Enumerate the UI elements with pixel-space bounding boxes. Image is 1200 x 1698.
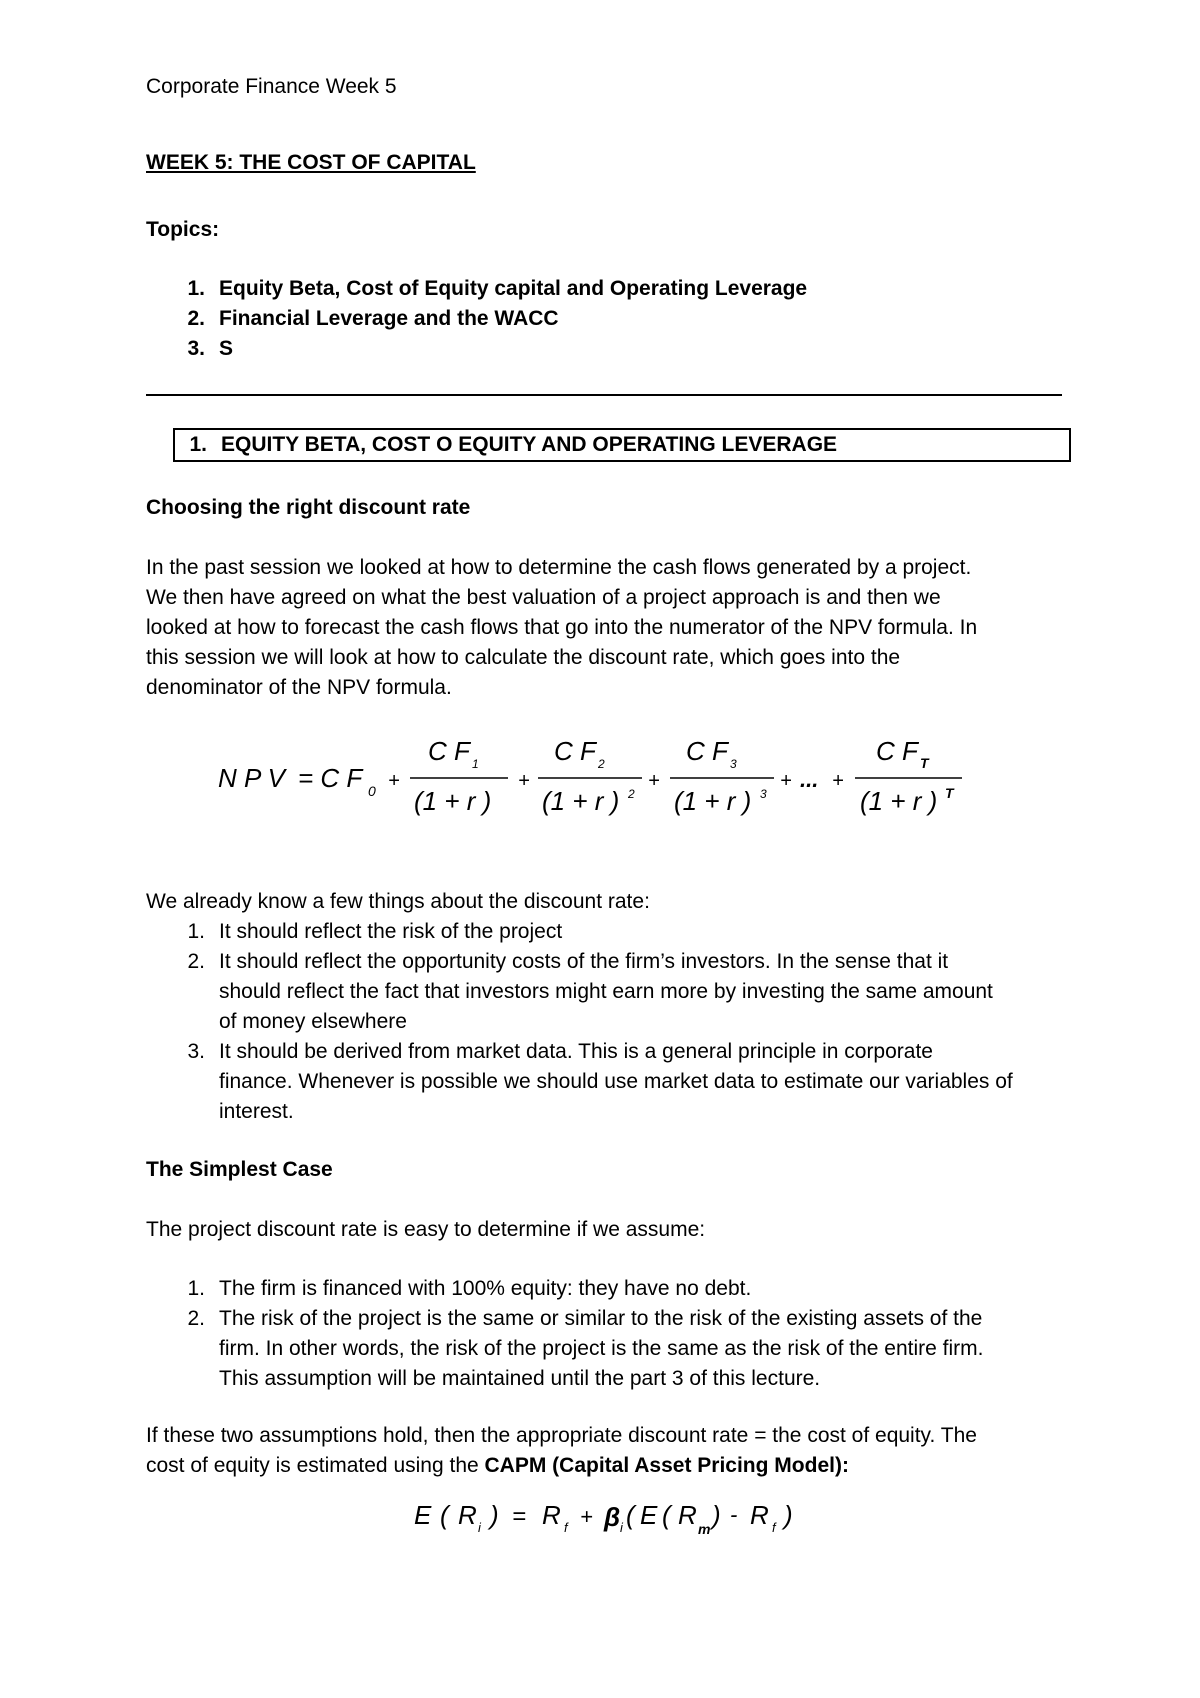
capm-rm: R	[678, 1500, 697, 1530]
term-numerator: C F	[686, 736, 728, 766]
list-item	[146, 1304, 1076, 1394]
list-line: It should reflect the risk of the project	[219, 920, 563, 943]
npv-formula	[210, 730, 1010, 820]
capm-sub-f: f	[564, 1520, 568, 1535]
list-item	[146, 1037, 1076, 1127]
capm-sub-i: i	[478, 1520, 481, 1535]
capm-paren-open: (	[440, 1500, 449, 1530]
list-line: of money elsewhere	[219, 1010, 407, 1033]
topic-number: 3.	[187, 337, 205, 360]
assumptions-intro: The project discount rate is easy to determine if we assume:	[146, 1218, 706, 1241]
capm-label: CAPM (Capital Asset Pricing Model):	[484, 1454, 849, 1477]
npv-cf0-subscript: 0	[368, 783, 376, 799]
list-item	[146, 917, 1076, 947]
discount-rate-properties-list	[146, 917, 1076, 1127]
topic-item	[146, 334, 1046, 364]
capm-rf2: R	[750, 1500, 769, 1530]
page-header: Corporate Finance Week 5	[146, 75, 397, 98]
list-line: finance. Whenever is possible we should use market data to estimate our variables of	[219, 1070, 1013, 1093]
list-number: 2.	[187, 1307, 205, 1330]
capm-r: R	[458, 1500, 477, 1530]
list-line: firm. In other words, the risk of the project is the same as the risk of the entire firm.	[219, 1337, 984, 1360]
list-line: should reflect the fact that investors might earn more by investing the same amount	[219, 980, 993, 1003]
topic-text: S	[219, 337, 234, 360]
plus-sign: +	[388, 770, 400, 792]
capm-plus: +	[580, 1504, 593, 1529]
capm-paren-open2: (	[626, 1500, 635, 1530]
list-item	[146, 1274, 1076, 1304]
assumptions-list	[146, 1274, 1076, 1394]
plus-sign: +	[518, 770, 530, 792]
list-line: The firm is financed with 100% equity: they have no debt.	[219, 1277, 752, 1300]
term-exponent: 2	[628, 787, 635, 801]
term-denominator: (1 + r )	[542, 786, 620, 816]
plus-sign: +	[780, 770, 792, 792]
npv-formula-svg	[210, 730, 1010, 820]
list-line: The risk of the project is the same or similar to the risk of the existing assets of the	[219, 1307, 983, 1330]
discount-rate-intro: We already know a few things about the discount rate:	[146, 890, 650, 913]
conclusion-line	[146, 1451, 977, 1481]
subheading-discount-rate: Choosing the right discount rate	[146, 496, 471, 519]
npv-lhs: N P V	[218, 763, 285, 793]
term-subscript: 2	[598, 757, 605, 771]
list-number: 1.	[187, 1277, 205, 1300]
topic-item	[146, 304, 1046, 334]
npv-cf0: = C F	[298, 763, 363, 793]
topic-text: Financial Leverage and the WACC	[219, 307, 559, 330]
conclusion-prefix: cost of equity is estimated using the	[146, 1454, 485, 1477]
term-exponent: T	[945, 785, 954, 801]
capm-e2: E	[640, 1500, 658, 1530]
subheading-simplest-case: The Simplest Case	[146, 1158, 333, 1181]
topic-text: Equity Beta, Cost of Equity capital and Operating Leverage	[219, 277, 808, 300]
term-subscript: T	[920, 755, 929, 771]
list-item	[146, 947, 1076, 1037]
list-number: 2.	[187, 950, 205, 973]
page-title: WEEK 5: THE COST OF CAPITAL	[146, 151, 476, 174]
term-subscript: 1	[472, 757, 479, 771]
topic-number: 2.	[187, 307, 205, 330]
plus-sign: +	[832, 770, 844, 792]
conclusion-line: If these two assumptions hold, then the appropriate discount rate = the cost of equity. The	[146, 1424, 977, 1447]
capm-equals: =	[512, 1503, 527, 1530]
term-exponent: 3	[760, 787, 767, 801]
horizontal-rule	[146, 394, 1062, 396]
capm-paren-close2: )	[712, 1500, 721, 1530]
section-number: 1.	[189, 433, 207, 456]
capm-sub-m: m	[698, 1521, 711, 1537]
term-subscript: 3	[730, 757, 737, 771]
capm-e: E	[414, 1500, 432, 1530]
plus-sign: +	[648, 770, 660, 792]
list-number: 3.	[187, 1040, 205, 1063]
term-numerator: C F	[428, 736, 470, 766]
conclusion-paragraph	[146, 1421, 977, 1481]
capm-beta-sub-i: i	[620, 1520, 623, 1535]
paragraph-line: this session we will look at how to calculate the discount rate, which goes into the	[146, 646, 901, 669]
topics-list	[146, 274, 1046, 364]
topic-item	[146, 274, 1046, 304]
term-denominator: (1 + r )	[674, 786, 752, 816]
list-line: interest.	[219, 1100, 294, 1123]
paragraph-line: denominator of the NPV formula.	[146, 676, 452, 699]
paragraph-line: In the past session we looked at how to determine the cash flows generated by a project.	[146, 556, 972, 579]
list-line: This assumption will be maintained until the part 3 of this lecture.	[219, 1367, 821, 1390]
section-title: EQUITY BETA, COST O EQUITY AND OPERATING LEVERAGE	[221, 433, 838, 456]
section-heading-box	[173, 428, 1071, 462]
topics-label: Topics:	[146, 218, 220, 241]
term-numerator: C F	[554, 736, 596, 766]
term-denominator: (1 + r )	[414, 786, 492, 816]
capm-sub-f2: f	[772, 1520, 776, 1535]
list-line: It should be derived from market data. This is a general principle in corporate	[219, 1040, 933, 1063]
list-line: It should reflect the opportunity costs of the firm’s investors. In the sense that it	[219, 950, 949, 973]
paragraph-line: We then have agreed on what the best valuation of a project approach is and then we	[146, 586, 941, 609]
capm-formula-svg	[410, 1488, 810, 1538]
beta-symbol: β	[604, 1502, 621, 1532]
capm-minus: -	[730, 1502, 738, 1527]
capm-formula	[410, 1488, 810, 1538]
capm-rf: R	[542, 1500, 561, 1530]
capm-paren-close3: )	[784, 1500, 793, 1530]
topic-number: 1.	[187, 277, 205, 300]
list-number: 1.	[187, 920, 205, 943]
term-denominator: (1 + r )	[860, 786, 938, 816]
capm-paren-close: )	[490, 1500, 499, 1530]
term-numerator: C F	[876, 736, 918, 766]
paragraph-line: looked at how to forecast the cash flows that go into the numerator of the NPV formula. In	[146, 616, 978, 639]
capm-paren-open3: (	[662, 1500, 671, 1530]
paragraph-intro	[146, 553, 1066, 703]
ellipsis: ...	[800, 767, 819, 792]
